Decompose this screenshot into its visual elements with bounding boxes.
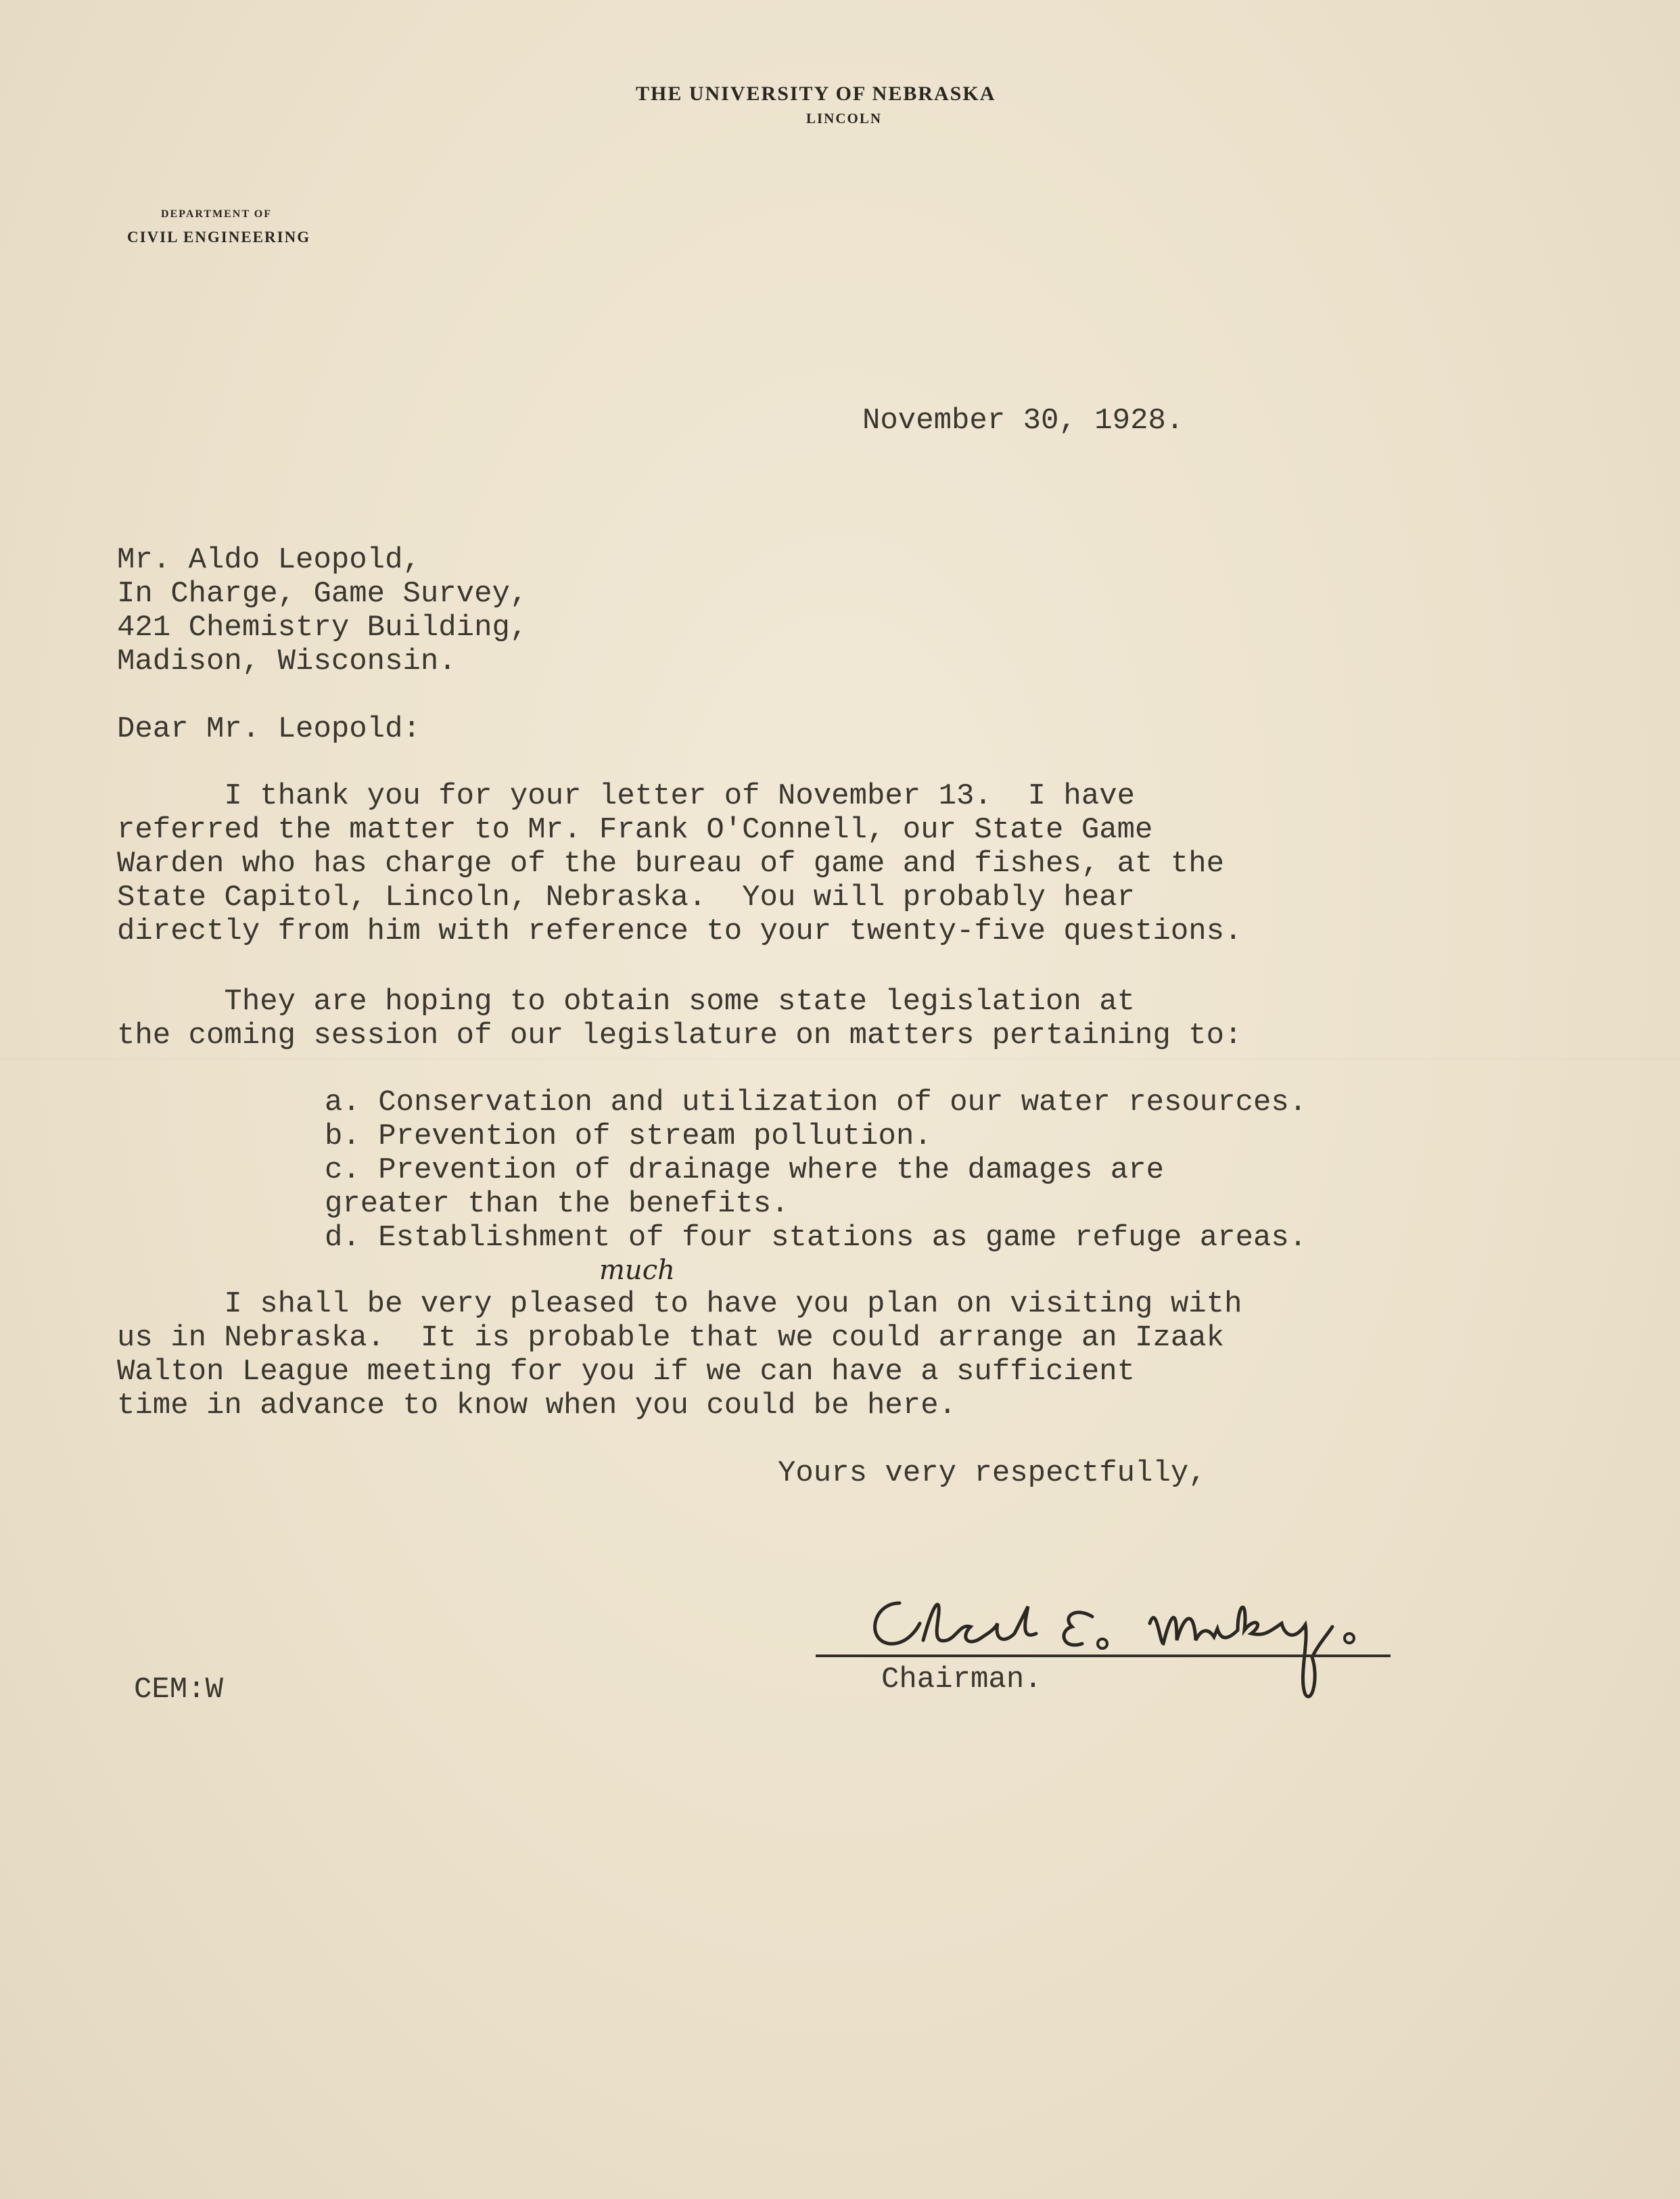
body-line: Walton League meeting for you if we can have a sufficient: [117, 1355, 1136, 1389]
list-item: b. Prevention of stream pollution.: [325, 1119, 932, 1153]
list-item: greater than the benefits.: [325, 1187, 789, 1221]
address-line: In Charge, Game Survey,: [117, 577, 528, 611]
body-line: directly from him with reference to your twenty-five questions.: [117, 915, 1242, 948]
salutation: Dear Mr. Leopold:: [117, 712, 421, 746]
list-item: c. Prevention of drainage where the damages are: [325, 1153, 1165, 1187]
paragraph-1: [117, 779, 1242, 948]
closing: Yours very respectfully,: [778, 1456, 1207, 1490]
paper-fold: [0, 1059, 1680, 1061]
signer-title: Chairman.: [881, 1663, 1042, 1696]
body-line: They are hoping to obtain some state legislation at: [117, 985, 1136, 1019]
paragraph-2: [117, 985, 1242, 1052]
letterhead-city: LINCOLN: [806, 110, 883, 126]
recipient-address: [117, 543, 528, 678]
address-line: Madison, Wisconsin.: [117, 645, 457, 678]
letterhead-department-label: DEPARTMENT OF: [161, 208, 272, 220]
body-line: I shall be very pleased to have you plan on visiting with: [117, 1287, 1242, 1321]
letterhead-department-name: CIVIL ENGINEERING: [127, 229, 311, 246]
body-line: State Capitol, Lincoln, Nebraska. You will probably hear: [117, 881, 1136, 915]
signature-line: [816, 1654, 1391, 1657]
paragraph-3: [117, 1287, 1242, 1422]
body-line: I thank you for your letter of November 13. I have: [117, 779, 1136, 813]
letterhead-university: THE UNIVERSITY OF NEBRASKA: [636, 83, 996, 105]
body-line: Warden who has charge of the bureau of game and fishes, at the: [117, 847, 1225, 881]
address-line: 421 Chemistry Building,: [117, 611, 528, 645]
legislation-list: [325, 1086, 1307, 1255]
list-item: a. Conservation and utilization of our water resources.: [325, 1086, 1307, 1119]
body-line: time in advance to know when you could be here.: [117, 1389, 957, 1422]
body-line: the coming session of our legislature on matters pertaining to:: [117, 1019, 1242, 1052]
letter-date: November 30, 1928.: [862, 404, 1184, 438]
address-line: Mr. Aldo Leopold,: [117, 543, 421, 577]
body-line: referred the matter to Mr. Frank O'Connell, our State Game: [117, 813, 1153, 847]
list-item: d. Establishment of four stations as game refuge areas.: [325, 1221, 1307, 1255]
handwritten-insert: much: [599, 1255, 675, 1286]
body-line: us in Nebraska. It is probable that we could arrange an Izaak: [117, 1321, 1225, 1355]
reference-initials: CEM:W: [134, 1673, 224, 1707]
